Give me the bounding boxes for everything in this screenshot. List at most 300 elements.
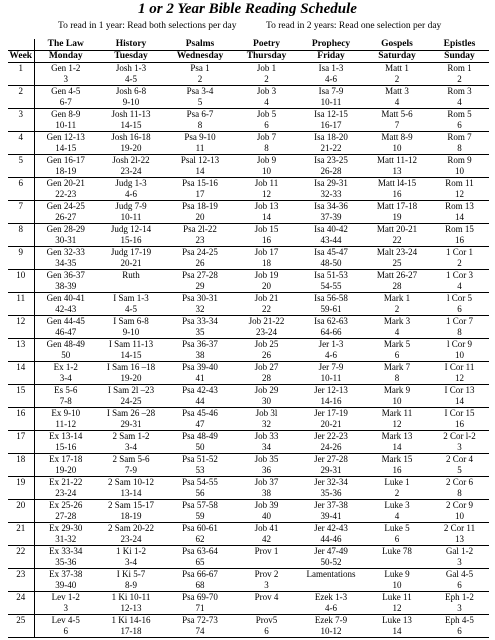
reading-line: 29-31: [320, 464, 342, 475]
reading-line: 12: [455, 188, 464, 199]
law-cell: [34, 224, 97, 247]
reading-line: Ex 13-14: [49, 431, 83, 441]
reading-line: 50: [195, 441, 205, 452]
reading-line: Job 37: [254, 477, 279, 487]
epistles-cell: [430, 569, 489, 592]
reading-line: 8: [197, 119, 203, 130]
week-cell: [8, 339, 34, 362]
reading-line: Judg 17-19: [110, 247, 152, 257]
law-cell: [34, 178, 97, 201]
psalms-cell: [165, 500, 235, 523]
reading-line: Job 19: [254, 270, 279, 280]
category-header-history: History: [97, 39, 165, 51]
reading-line: 2: [394, 303, 400, 314]
reading-line: 26-28: [320, 165, 342, 176]
reading-line: Isa 62-63: [314, 316, 348, 326]
reading-line: 2: [394, 487, 400, 498]
reading-line: Psa 33-34: [182, 316, 218, 326]
reading-line: 50-52: [320, 556, 342, 567]
psalms-cell: [165, 109, 235, 132]
reading-line: 32-33: [320, 188, 342, 199]
week-cell: [8, 247, 34, 270]
week-cell: [8, 224, 34, 247]
reading-line: 59: [195, 510, 205, 521]
reading-line: 20-21: [320, 418, 342, 429]
reading-line: 2: [197, 73, 203, 84]
epistles-cell: [430, 546, 489, 569]
reading-line: 14: [455, 395, 464, 406]
table-row: [8, 155, 489, 178]
reading-line: 16: [262, 234, 271, 245]
reading-line: 10-11: [120, 211, 142, 222]
reading-line: 30: [262, 395, 271, 406]
reading-line: 2: [18, 86, 23, 96]
reading-line: Gen 8-9: [51, 109, 81, 119]
poetry-cell: [235, 293, 298, 316]
law-cell: [34, 339, 97, 362]
reading-line: Luke 78: [382, 546, 412, 556]
reading-line: 48-50: [320, 257, 342, 268]
law-cell: [34, 500, 97, 523]
reading-line: Rom 5: [447, 109, 472, 119]
reading-line: Matt 11-12: [377, 155, 417, 165]
reading-line: 17: [195, 188, 205, 199]
psalms-cell: [165, 132, 235, 155]
reading-line: 1 Ki 10-11: [111, 592, 151, 602]
reading-line: 42: [262, 533, 271, 544]
table-row: [8, 86, 489, 109]
reading-line: Ezek 1-3: [314, 592, 348, 602]
reading-line: 13: [455, 533, 464, 544]
prophecy-cell: [298, 339, 364, 362]
psalms-cell: [165, 201, 235, 224]
epistles-cell: [430, 592, 489, 615]
reading-line: 6: [264, 119, 269, 130]
reading-line: Lev 4-5: [51, 615, 80, 625]
epistles-cell: [430, 86, 489, 109]
reading-line: 34: [262, 441, 271, 452]
poetry-cell: [235, 454, 298, 477]
reading-line: 23-24: [256, 326, 277, 337]
reading-line: Job 3: [256, 86, 277, 96]
poetry-cell: [235, 500, 298, 523]
poetry-cell: [235, 63, 298, 86]
week-cell: [8, 523, 34, 546]
week-cell: [8, 500, 34, 523]
reading-line: I Sam 1-3: [113, 293, 149, 303]
week-cell: [8, 201, 34, 224]
history-cell: [97, 109, 165, 132]
gospels-cell: [364, 477, 430, 500]
gospels-cell: [364, 201, 430, 224]
table-row: [8, 569, 489, 592]
category-header-row: [8, 39, 489, 51]
reading-line: 59-61: [320, 303, 342, 314]
page-title: 1 or 2 Year Bible Reading Schedule: [138, 1, 357, 17]
reading-line: Luke 9: [384, 569, 410, 579]
prophecy-cell: [298, 615, 364, 638]
epistles-cell: [430, 201, 489, 224]
week-cell: [8, 109, 34, 132]
reading-line: 2: [264, 73, 269, 84]
reading-line: 4-6: [325, 349, 337, 360]
reading-line: Psa 39-40: [182, 362, 218, 372]
gospels-cell: [364, 247, 430, 270]
reading-line: 24-25: [120, 395, 142, 406]
reading-line: 14: [195, 165, 205, 176]
reading-line: 17: [16, 431, 26, 441]
reading-line: Psa 69-70: [182, 592, 218, 602]
reading-line: Psa 30-31: [182, 293, 218, 303]
reading-line: 10: [392, 395, 402, 406]
reading-line: I Ki 5-7: [116, 569, 146, 579]
reading-line: 44-46: [320, 533, 342, 544]
prophecy-cell: [298, 500, 364, 523]
reading-line: Psa 24-25: [182, 247, 218, 257]
week-cell: [8, 63, 34, 86]
reading-line: 6: [18, 178, 23, 188]
reading-line: 1 Cor 7: [446, 316, 473, 326]
reading-line: Psa 6-7: [186, 109, 214, 119]
table-row: [8, 431, 489, 454]
history-cell: [97, 339, 165, 362]
reading-line: 24: [16, 592, 26, 602]
reading-line: Jer 22-23: [314, 431, 348, 441]
law-cell: [34, 293, 97, 316]
history-cell: [97, 454, 165, 477]
reading-line: Job 11: [254, 178, 279, 188]
reading-line: I Cor 13: [444, 385, 475, 395]
history-cell: [97, 362, 165, 385]
reading-line: 4: [457, 96, 462, 107]
reading-line: Psa 45-46: [182, 408, 218, 418]
reading-line: 19-20: [120, 372, 142, 383]
reading-line: Job 21: [254, 293, 279, 303]
epistles-cell: [430, 224, 489, 247]
week-cell: [8, 569, 34, 592]
history-cell: [97, 86, 165, 109]
table-row: [8, 500, 489, 523]
reading-line: 4-6: [125, 188, 137, 199]
prophecy-cell: [298, 316, 364, 339]
reading-line: 2 Sam 10-12: [108, 477, 154, 487]
gospels-cell: [364, 615, 430, 638]
reading-line: 16: [455, 234, 464, 245]
reading-line: 68: [195, 579, 205, 590]
reading-line: 2 Sam 15-17: [108, 500, 154, 510]
reading-line: 14-15: [120, 349, 142, 360]
prophecy-cell: [298, 431, 364, 454]
gospels-cell: [364, 592, 430, 615]
gospels-cell: [364, 339, 430, 362]
reading-line: 3: [457, 602, 462, 613]
history-cell: [97, 178, 165, 201]
reading-line: 13: [16, 339, 26, 349]
reading-line: 12: [455, 372, 464, 383]
gospels-cell: [364, 316, 430, 339]
law-cell: [34, 247, 97, 270]
day-header-wednesday: Wednesday: [165, 51, 235, 63]
psalms-cell: [165, 546, 235, 569]
poetry-cell: [235, 569, 298, 592]
gospels-cell: [364, 293, 430, 316]
category-header-blank: [8, 39, 34, 51]
reading-line: 22: [392, 234, 402, 245]
reading-line: 2 Sam 5-6: [112, 454, 150, 464]
reading-line: 22-23: [55, 188, 77, 199]
table-row: [8, 477, 489, 500]
table-row: [8, 316, 489, 339]
day-header-friday: Friday: [298, 51, 364, 63]
reading-line: Isa 34-36: [314, 201, 348, 211]
reading-line: 2 Cor 4: [446, 454, 473, 464]
psalms-cell: [165, 362, 235, 385]
reading-line: Matt 20-21: [376, 224, 418, 234]
day-header-tuesday: Tuesday: [97, 51, 165, 63]
reading-line: 6: [394, 349, 400, 360]
gospels-cell: [364, 109, 430, 132]
reading-line: I Cor 15: [444, 408, 475, 418]
reading-line: 44: [195, 395, 205, 406]
reading-line: 50: [61, 349, 71, 360]
reading-line: 4: [457, 280, 462, 291]
reading-line: Malt 23-24: [376, 247, 418, 257]
reading-line: Isa 56-58: [314, 293, 348, 303]
reading-line: Mark 3: [383, 316, 411, 326]
reading-line: 2 Cor 11: [443, 523, 476, 533]
law-cell: [34, 109, 97, 132]
epistles-cell: [430, 454, 489, 477]
psalms-cell: [165, 247, 235, 270]
reading-line: Psa 66-67: [182, 569, 218, 579]
reading-line: 46-47: [55, 326, 77, 337]
reading-line: 10: [455, 349, 464, 360]
table-row: [8, 339, 489, 362]
reading-line: 26: [262, 349, 271, 360]
history-cell: [97, 201, 165, 224]
reading-line: 2 Cor 6: [446, 477, 473, 487]
gospels-cell: [364, 454, 430, 477]
reading-line: 1 Cor 3: [446, 270, 473, 280]
week-cell: [8, 316, 34, 339]
poetry-cell: [235, 86, 298, 109]
epistles-cell: [430, 385, 489, 408]
reading-line: 10-12: [320, 625, 342, 636]
poetry-cell: [235, 408, 298, 431]
law-cell: [34, 63, 97, 86]
reading-line: 18-19: [120, 510, 142, 521]
week-cell: [8, 477, 34, 500]
reading-line: Gen 36-37: [46, 270, 85, 280]
reading-line: Mark 11: [381, 408, 413, 418]
law-cell: [34, 592, 97, 615]
reading-line: 15-16: [55, 441, 77, 452]
reading-line: 3: [264, 579, 269, 590]
reading-line: Ex 25-26: [49, 500, 83, 510]
reading-line: 26-27: [55, 211, 77, 222]
reading-line: 5: [457, 464, 462, 475]
reading-line: 4: [18, 132, 23, 142]
reading-line: Psal 12-13: [180, 155, 220, 165]
reading-line: 35-36: [320, 487, 342, 498]
history-cell: [97, 477, 165, 500]
poetry-cell: [235, 546, 298, 569]
reading-line: Job 33: [254, 431, 279, 441]
reading-line: 12: [262, 188, 271, 199]
reading-line: Job 39: [254, 500, 279, 510]
history-cell: [97, 569, 165, 592]
psalms-cell: [165, 408, 235, 431]
prophecy-cell: [298, 178, 364, 201]
reading-line: Gen 20-21: [46, 178, 85, 188]
reading-line: Matt 5-6: [381, 109, 413, 119]
reading-line: 6: [457, 119, 462, 130]
reading-line: l Cor 9: [446, 339, 472, 349]
reading-line: 13-14: [120, 487, 142, 498]
reading-line: 2: [457, 73, 462, 84]
reading-line: Lev 1-2: [51, 592, 80, 602]
reading-line: Job 25: [254, 339, 279, 349]
poetry-cell: [235, 270, 298, 293]
reading-line: I Sam 16 –18: [106, 362, 156, 372]
reading-line: 37-39: [320, 211, 342, 222]
gospels-cell: [364, 224, 430, 247]
table-row: [8, 592, 489, 615]
reading-line: 10-11: [320, 372, 342, 383]
reading-line: 28: [392, 280, 402, 291]
history-cell: [97, 155, 165, 178]
reading-line: 3: [63, 73, 68, 84]
reading-line: 35-36: [55, 556, 77, 567]
reading-line: Gen 32-33: [46, 247, 85, 257]
reading-line: Rom 9: [447, 155, 472, 165]
reading-line: 23-24: [120, 165, 142, 176]
gospels-cell: [364, 270, 430, 293]
reading-line: Rom 3: [447, 86, 472, 96]
reading-line: Josh 16-18: [111, 132, 151, 142]
reading-line: Job 15: [254, 224, 279, 234]
reading-line: 8: [18, 224, 23, 234]
poetry-cell: [235, 477, 298, 500]
reading-line: 15-16: [120, 234, 142, 245]
reading-line: Mark 9: [383, 385, 411, 395]
prophecy-cell: [298, 569, 364, 592]
reading-line: Josh 6-8: [115, 86, 147, 96]
reading-line: 54-55: [320, 280, 342, 291]
reading-line: 10-11: [55, 119, 77, 130]
gospels-cell: [364, 178, 430, 201]
reading-line: Jer 32-34: [314, 477, 348, 487]
reading-line: 2 Sam 20-22: [108, 523, 154, 533]
reading-line: Ex 33-34: [49, 546, 83, 556]
prophecy-cell: [298, 155, 364, 178]
reading-line: Isa 51-53: [314, 270, 348, 280]
reading-line: 16: [455, 418, 464, 429]
category-header-prophecy: Prophecy: [298, 39, 364, 51]
reading-line: Gen 4-5: [51, 86, 81, 96]
reading-line: 6: [457, 625, 462, 636]
reading-line: 11: [195, 142, 205, 153]
reading-line: I Sam 11-13: [108, 339, 154, 349]
reading-line: Prov5: [255, 615, 278, 625]
day-header-monday: Monday: [34, 51, 97, 63]
poetry-cell: [235, 155, 298, 178]
reading-line: Mark 15: [381, 454, 413, 464]
table-row: [8, 408, 489, 431]
reading-line: 7-9: [125, 464, 137, 475]
reading-line: Psa 15-16: [182, 178, 218, 188]
reading-line: Isa 45-47: [314, 247, 348, 257]
reading-line: 21-22: [320, 142, 342, 153]
history-cell: [97, 316, 165, 339]
reading-line: Psa 54-55: [182, 477, 218, 487]
reading-line: 3: [18, 109, 23, 119]
reading-line: 40: [262, 510, 271, 521]
reading-line: 19-20: [120, 142, 142, 153]
reading-line: Judg 12-14: [110, 224, 152, 234]
law-cell: [34, 385, 97, 408]
reading-line: 23-24: [120, 533, 142, 544]
gospels-cell: [364, 86, 430, 109]
reading-line: Matt 3: [385, 86, 409, 96]
poetry-cell: [235, 592, 298, 615]
reading-line: 25: [16, 615, 26, 625]
reading-line: 4-6: [325, 73, 337, 84]
reading-line: I Cor 11: [444, 362, 475, 372]
reading-line: 38: [262, 487, 271, 498]
week-cell: [8, 132, 34, 155]
reading-line: Isa 7-9: [318, 86, 344, 96]
week-cell: [8, 178, 34, 201]
epistles-cell: [430, 155, 489, 178]
reading-line: 1 Ki 1-2: [116, 546, 146, 556]
reading-line: Psa 63-64: [182, 546, 218, 556]
psalms-cell: [165, 224, 235, 247]
week-cell: [8, 385, 34, 408]
epistles-cell: [430, 109, 489, 132]
reading-line: Eph 4-5: [445, 615, 474, 625]
reading-line: 12: [392, 602, 402, 613]
gospels-cell: [364, 546, 430, 569]
reading-line: Psa 18-19: [182, 201, 218, 211]
reading-line: Psa 48-49: [182, 431, 218, 441]
history-cell: [97, 224, 165, 247]
reading-line: 3-4: [125, 556, 137, 567]
reading-line: 56: [195, 487, 205, 498]
prophecy-cell: [298, 408, 364, 431]
reading-line: Psa 60-61: [182, 523, 218, 533]
reading-line: Luke 11: [382, 592, 412, 602]
reading-line: 74: [195, 625, 205, 636]
gospels-cell: [364, 362, 430, 385]
reading-line: 8: [457, 487, 462, 498]
law-cell: [34, 454, 97, 477]
reading-line: 22: [262, 303, 271, 314]
reading-line: Isa 23-25: [314, 155, 348, 165]
reading-line: Psa 27-28: [182, 270, 218, 280]
schedule-body: [8, 63, 489, 638]
law-cell: [34, 546, 97, 569]
reading-line: Jer 12-13: [314, 385, 348, 395]
table-row: [8, 362, 489, 385]
gospels-cell: [364, 523, 430, 546]
poetry-cell: [235, 339, 298, 362]
prophecy-cell: [298, 132, 364, 155]
reading-line: Job 21-22: [248, 316, 285, 326]
reading-line: Matt 8-9: [381, 132, 413, 142]
reading-line: I Sam 26 –28: [106, 408, 156, 418]
table-header: [8, 39, 489, 63]
